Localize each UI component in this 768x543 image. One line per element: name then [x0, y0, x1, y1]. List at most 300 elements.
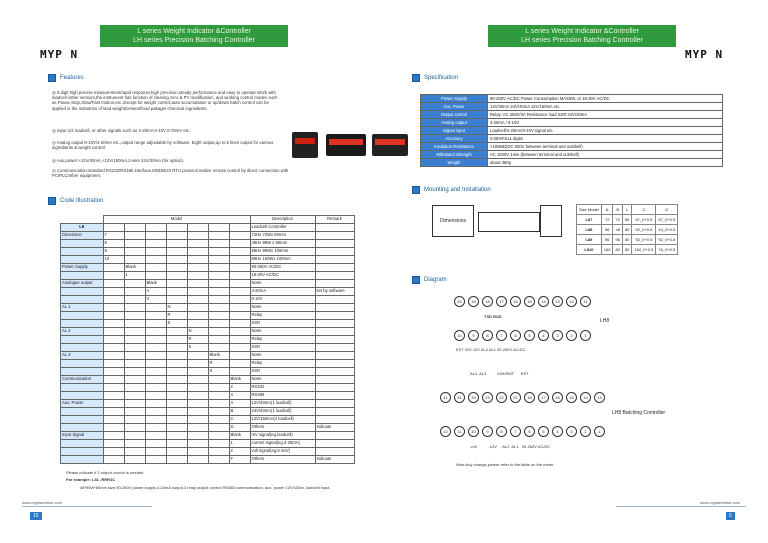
code-cell [229, 288, 250, 296]
code-cell [103, 360, 124, 368]
code-cell [229, 272, 250, 280]
spec-value: about 350g [488, 159, 723, 167]
code-cell [187, 416, 208, 424]
code-value: R [208, 360, 229, 368]
spec-key: Output control [421, 111, 488, 119]
code-description: 18-30V AC/DC [250, 272, 315, 280]
code-cell [187, 440, 208, 448]
spec-key: Withstand Strength [421, 151, 488, 159]
section-bullet-icon [412, 74, 420, 82]
code-cell [145, 400, 166, 408]
code-row [61, 232, 355, 240]
code-cell [208, 344, 229, 352]
code-remark [315, 344, 354, 352]
code-cell [187, 248, 208, 256]
code-cell [103, 320, 124, 328]
code-cell [229, 328, 250, 336]
code-cell [124, 224, 145, 232]
terminal: 12 [440, 426, 451, 437]
code-remark [315, 304, 354, 312]
code-row [61, 456, 355, 464]
footer-line-right [616, 506, 746, 507]
code-remark [315, 312, 354, 320]
code-cell [187, 408, 208, 416]
code-cell [103, 288, 124, 296]
code-cell [187, 312, 208, 320]
code-remark [315, 240, 354, 248]
code-row [61, 400, 355, 408]
dim-header: D [656, 205, 678, 215]
logo-right: MYP N [685, 48, 724, 61]
terminal: 7 [510, 426, 521, 437]
code-cell [145, 240, 166, 248]
terminal: 31 [454, 392, 465, 403]
terminal: 4 [538, 330, 549, 341]
code-description: 48Hx 96W x 80mm [250, 240, 315, 248]
dim-cell: 67_0+0.5 [632, 215, 656, 225]
code-note-2: For example: L81 -RRR4C [66, 477, 116, 482]
code-cell [103, 304, 124, 312]
feature-5: ◎ Communication:standard RS232/RS485 interface,MODBUS RTU protocol,realize remote control by direct connection with PC/PLC/other equipment. [52, 168, 289, 179]
terminal: 4 [552, 426, 563, 437]
code-cell [187, 288, 208, 296]
dim-cell: 96 [601, 225, 613, 235]
terminal: 5 [538, 426, 549, 437]
code-cell [166, 240, 187, 248]
panel-cutout [540, 205, 562, 237]
code-group [61, 368, 104, 376]
model-header: Model [103, 216, 250, 224]
code-value: Blank [124, 264, 145, 272]
code-remark [315, 336, 354, 344]
code-group: AL 2 [61, 328, 104, 336]
side-view [478, 212, 540, 232]
code-description: Loadcell Controller [250, 224, 315, 232]
spec-row [421, 119, 723, 127]
code-cell [103, 328, 124, 336]
code-group [61, 344, 104, 352]
code-cell [145, 320, 166, 328]
code-description: SSR [250, 320, 315, 328]
terminal: 15 [566, 392, 577, 403]
code-remark [315, 264, 354, 272]
spec-value: 12V/40mA 24V/40mA 12V/150mA etc. [488, 103, 723, 111]
terminal: 33 [468, 392, 479, 403]
header-banner-left [100, 25, 288, 47]
code-cell [103, 296, 124, 304]
code-cell [124, 296, 145, 304]
dim-cell: 72 [601, 215, 613, 225]
remark-header: Remark [315, 216, 354, 224]
code-cell [208, 384, 229, 392]
code-cell [124, 400, 145, 408]
code-cell [145, 368, 166, 376]
code-cell [229, 232, 250, 240]
dim-cell: 67_0+0.5 [656, 215, 678, 225]
code-row [61, 240, 355, 248]
code-remark [315, 352, 354, 360]
code-cell [166, 272, 187, 280]
code-group [61, 288, 104, 296]
code-remark [315, 280, 354, 288]
device-image-2 [326, 134, 366, 156]
code-cell [145, 328, 166, 336]
code-cell [208, 296, 229, 304]
code-cell [208, 272, 229, 280]
code-cell [166, 392, 187, 400]
code-cell [145, 344, 166, 352]
code-value: D [229, 424, 250, 432]
code-description: 24V/40mA(1 loadcell) [250, 408, 315, 416]
terminal: 11 [580, 296, 591, 307]
code-group: Communication [61, 376, 104, 384]
code-cell [166, 424, 187, 432]
code-cell [187, 432, 208, 440]
code-remark [315, 400, 354, 408]
terminal: 6 [510, 330, 521, 341]
code-cell [208, 240, 229, 248]
page-number-left: 15 [30, 512, 42, 520]
code-cell [208, 400, 229, 408]
code-cell [187, 264, 208, 272]
dim-cell: 80 [622, 245, 631, 255]
code-cell [166, 288, 187, 296]
code-value: 1 [229, 440, 250, 448]
code-group [61, 416, 104, 424]
mounting-heading: Mounting and Installation [412, 186, 491, 194]
code-row [61, 384, 355, 392]
spec-row [421, 143, 723, 151]
code-value: 7 [103, 232, 124, 240]
code-description: current signal(eg.4-20mA) [250, 440, 315, 448]
code-cell [145, 336, 166, 344]
spec-key: Weight [421, 159, 488, 167]
terminal: 10 [454, 330, 465, 341]
code-description: 12V/40mA(1 loadcell) [250, 400, 315, 408]
code-cell [103, 280, 124, 288]
code-cell [166, 440, 187, 448]
code-cell [124, 384, 145, 392]
dim-row [577, 225, 678, 235]
code-remark [315, 272, 354, 280]
code-cell [208, 248, 229, 256]
dim-cell: L87 [577, 215, 602, 225]
device-image-3 [372, 134, 408, 156]
code-description: RS232 [250, 384, 315, 392]
terminal: 18 [524, 392, 535, 403]
code-cell [124, 408, 145, 416]
code-remark [315, 224, 354, 232]
dim-header: L [622, 205, 631, 215]
code-value: A [229, 400, 250, 408]
code-cell [124, 312, 145, 320]
terminal: 2 [566, 330, 577, 341]
code-cell [103, 392, 124, 400]
terminal: 8 [496, 426, 507, 437]
code-cell [166, 448, 187, 456]
spec-key: Power Supply [421, 95, 488, 103]
header-line1: L series Weight Indicator &Controller [137, 28, 251, 35]
dim-cell: 44_0+0.5 [656, 225, 678, 235]
code-cell [145, 224, 166, 232]
code-remark [315, 448, 354, 456]
code-cell [208, 456, 229, 464]
terminal: 11 [454, 426, 465, 437]
code-cell [208, 448, 229, 456]
code-cell [103, 272, 124, 280]
code-description: None [250, 376, 315, 384]
code-group: Input Signal [61, 432, 104, 440]
code-description: RS485 [250, 392, 315, 400]
code-cell [187, 240, 208, 248]
code-cell [124, 280, 145, 288]
terminal: 19 [468, 296, 479, 307]
spec-row [421, 127, 723, 135]
code-cell [166, 296, 187, 304]
batch-top-labels: AL4 AL3 KIM/SMT RST [470, 371, 529, 376]
code-cell [229, 336, 250, 344]
spec-key: Accuracy [421, 135, 488, 143]
header-banner-right [488, 25, 676, 47]
code-row [61, 336, 355, 344]
code-cell [187, 272, 208, 280]
code-description: volt signal(eg.0-10V) [250, 448, 315, 456]
spec-row [421, 95, 723, 103]
code-cell [187, 376, 208, 384]
code-cell [145, 448, 166, 456]
code-value: 2 [229, 448, 250, 456]
dim-cell: 80 [622, 215, 631, 225]
code-group [61, 360, 104, 368]
code-cell [103, 432, 124, 440]
dim-cell: 152_0+0.5 [632, 245, 656, 255]
feature-2: ◎ Input 1/4 loadcell, or other signals such as 4-20mA 0-10V 0-75mV etc.. [52, 128, 192, 133]
code-remark [315, 408, 354, 416]
dim-row [577, 235, 678, 245]
code-description: 96Hx 96Wx 100mm [250, 248, 315, 256]
spec-row [421, 111, 723, 119]
code-cell [166, 224, 187, 232]
terminal: 41 [440, 392, 451, 403]
code-cell [166, 400, 187, 408]
code-cell [229, 224, 250, 232]
spec-value: Relay: AC 250V/3A Resistance load SSR:24V/30mA [488, 111, 723, 119]
code-description: Others [250, 424, 315, 432]
code-cell [103, 224, 124, 232]
dim-cell: 48 [613, 225, 622, 235]
code-remark [315, 320, 354, 328]
code-row [61, 272, 355, 280]
code-row [61, 448, 355, 456]
code-cell [103, 264, 124, 272]
code-cell [208, 376, 229, 384]
code-value: Blank [229, 432, 250, 440]
code-cell [124, 392, 145, 400]
terminal: 6 [524, 426, 535, 437]
code-description: None [250, 280, 315, 288]
code-description: SSR [250, 368, 315, 376]
code-cell [166, 376, 187, 384]
dim-cell: 92_0+0.5 [632, 235, 656, 245]
code-row [61, 360, 355, 368]
terminal: 13 [594, 392, 605, 403]
spec-key: Aux. Power [421, 103, 488, 111]
code-cell [208, 256, 229, 264]
code-cell [124, 360, 145, 368]
code-value: S [187, 344, 208, 352]
code-cell [103, 424, 124, 432]
website-right: www.myplantdme.com [700, 500, 741, 505]
code-description: 72Hx 72Wx 80mm [250, 232, 315, 240]
code-cell [124, 240, 145, 248]
code-value: 10 [103, 256, 124, 264]
code-cell [166, 432, 187, 440]
code-group: AL 1 [61, 304, 104, 312]
code-cell [208, 328, 229, 336]
code-cell [166, 408, 187, 416]
code-cell [103, 448, 124, 456]
dim-cell: 92_0+0.5 [656, 235, 678, 245]
code-cell [124, 232, 145, 240]
code-row [61, 440, 355, 448]
code-cell [208, 264, 229, 272]
terminal: 1 [594, 426, 605, 437]
code-group [61, 456, 104, 464]
dimension-table [576, 204, 678, 255]
code-value: F [229, 456, 250, 464]
code-cell [145, 376, 166, 384]
spec-value: 0.05%FS±1 digits [488, 135, 723, 143]
code-group: AL 3 [61, 352, 104, 360]
dim-cell: 92_0+0.5 [632, 225, 656, 235]
code-row [61, 288, 355, 296]
code-cell [229, 352, 250, 360]
code-cell [103, 376, 124, 384]
terminal: 3 [552, 330, 563, 341]
terminal: 23 [482, 392, 493, 403]
header-line1-right: L series Weight Indicator &Controller [525, 28, 639, 35]
terminal: 15 [524, 296, 535, 307]
code-cell [145, 456, 166, 464]
code-cell [187, 424, 208, 432]
terminal: 9 [468, 330, 479, 341]
spec-value: Loadcell/4-20mA/0-10V signal etc. [488, 127, 723, 135]
code-cell [229, 248, 250, 256]
terminal: 18 [482, 296, 493, 307]
terminal: 13 [552, 296, 563, 307]
code-remark [315, 440, 354, 448]
code-cell [124, 424, 145, 432]
code-description: 12V/150mA(4 loadcell) [250, 416, 315, 424]
code-description: 90-260V AC/DC [250, 264, 315, 272]
code-cell [229, 256, 250, 264]
code-cell [187, 400, 208, 408]
terminal: 16 [552, 392, 563, 403]
code-cell [103, 384, 124, 392]
code-cell [124, 456, 145, 464]
code-group [61, 248, 104, 256]
terminal: 14 [580, 392, 591, 403]
code-cell [145, 272, 166, 280]
code-cell [166, 232, 187, 240]
terminal: 8 [482, 330, 493, 341]
code-cell [145, 440, 166, 448]
code-group: Dimension [61, 232, 104, 240]
logo-left: MYP N [40, 48, 79, 61]
dim-cell: L810 [577, 245, 602, 255]
code-cell [208, 424, 229, 432]
code-row [61, 264, 355, 272]
code-row [61, 224, 355, 232]
code-cell [124, 344, 145, 352]
code-note-3: 48*96W*80mm size,90-260V power supply,4-20mA output,3 relay output control,RS485 communication, aux. power 12V/150m, loadcell input. [80, 485, 331, 490]
lh8-bottom-labels: EXT SIG 12V AL2 AL1 90-260V AC/DC [456, 347, 526, 352]
code-row [61, 328, 355, 336]
code-cell [229, 312, 250, 320]
code-group: Aux. Power [61, 400, 104, 408]
code-description: mV signal(eg.loadcell) [250, 432, 315, 440]
device-image-1 [292, 132, 318, 158]
terminal: 10 [468, 426, 479, 437]
code-cell [145, 256, 166, 264]
terminal: 17 [538, 392, 549, 403]
lh8-label: LH8 [600, 318, 610, 324]
spec-value: AC 1500V 1min (between terminal and outshell) [488, 151, 723, 159]
section-bullet-icon [48, 197, 56, 205]
spec-row [421, 135, 723, 143]
dim-cell: 72 [613, 215, 622, 225]
code-cell [208, 304, 229, 312]
code-cell [187, 456, 208, 464]
feature-1: ◎ 8 digit high precise measurement/rapid response,high precision,steady performance and easy to operate.Work with loadcell /other sensors,the instrument has function of clearing zero & PV modification, and working control modes such as Pause,Stop,Slow/Fast motion,etc.,Except for weight control,auto accumulation or up/down batch control can be applied in the industries of land weight/cement/food pakage/ chemical ingredients. [52, 90, 278, 111]
code-cell [124, 248, 145, 256]
code-row [61, 248, 355, 256]
code-cell [187, 384, 208, 392]
code-remark [315, 296, 354, 304]
code-row [61, 256, 355, 264]
code-cell [166, 416, 187, 424]
code-cell [208, 280, 229, 288]
terminal: 9 [482, 426, 493, 437]
dim-cell: 80 [613, 245, 622, 255]
code-remark [315, 232, 354, 240]
code-cell [124, 352, 145, 360]
code-group [61, 384, 104, 392]
code-cell [166, 360, 187, 368]
code-cell [229, 296, 250, 304]
code-cell [124, 368, 145, 376]
code-group [61, 320, 104, 328]
code-cell [166, 256, 187, 264]
code-cell [208, 416, 229, 424]
code-cell [166, 280, 187, 288]
code-cell [166, 456, 187, 464]
code-cell [124, 376, 145, 384]
code-cell [124, 304, 145, 312]
code-cell [229, 264, 250, 272]
code-cell [208, 224, 229, 232]
terminal: 5 [524, 330, 535, 341]
code-row [61, 280, 355, 288]
code-group: Analogue output [61, 280, 104, 288]
diagram-note: Note:Any change,please refer to the table on the meter. [456, 462, 555, 467]
code-cell [124, 448, 145, 456]
code-row [61, 352, 355, 360]
spec-heading: Specification [412, 74, 458, 82]
code-cell [103, 400, 124, 408]
terminal: 1 [580, 330, 591, 341]
code-cell [145, 232, 166, 240]
